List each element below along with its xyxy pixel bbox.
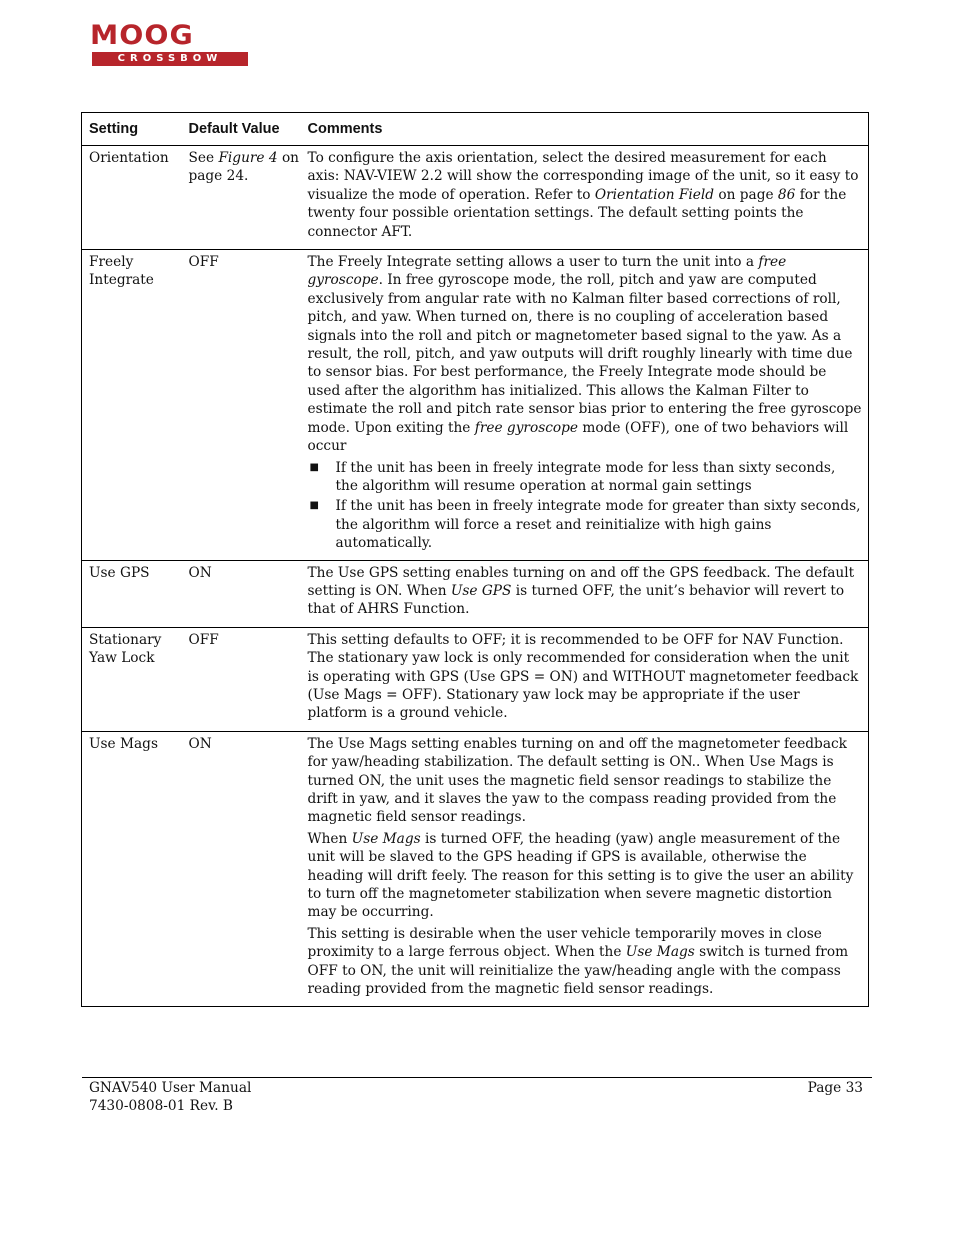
footer-left: [89, 1079, 251, 1116]
header-default-value: Default Value: [189, 113, 308, 146]
comment-paragraph: When Use Mags is turned OFF, the heading (yaw) angle measurement of the unit will be slaved to the GPS heading if GPS is available, otherwise the heading will drift feely. The reason for this setting is to give the user an ability to turn off the magnetometer stabilization when severe magnetic distortion may be occurring.: [307, 830, 854, 921]
logo-brand: MOOG: [90, 20, 194, 51]
comments-cell: [308, 627, 869, 731]
table-row: [82, 146, 869, 250]
comment-emphasis: Use GPS: [450, 582, 512, 599]
setting-cell: Use GPS: [82, 560, 189, 627]
list-item: ■ If the unit has been in freely integrate mode for greater than sixty seconds, the algorithm will force a reset and reinitialize with high gains automatically.: [309, 498, 861, 552]
default-value-cell: ON: [189, 731, 308, 1007]
square-bullet-icon: ■: [309, 461, 319, 473]
footer-manual-title: GNAV540 User Manual: [89, 1080, 252, 1096]
moog-crossbow-logo: [90, 22, 250, 68]
default-value-cell: See Figure 4 on page 24.: [189, 146, 308, 250]
settings-table: [81, 112, 869, 1007]
comment-paragraph: This setting defaults to OFF; it is recommended to be OFF for NAV Function. The stationary yaw lock is only recommended for consideration when the unit is operating with GPS (Use GPS = ON) and WITHOUT magnetometer feedback (Use Mags = OFF). Stationary yaw lock may be appropriate if the user platform is a ground vehicle.: [307, 631, 859, 722]
table-row: [82, 627, 869, 731]
header-setting: Setting: [82, 113, 189, 146]
table-row: [82, 731, 869, 1007]
comment-paragraph: The Use GPS setting enables turning on and off the GPS feedback. The default setting is ON. When Use GPS is turned OFF, the unit’s behavior will revert to that of AHRS Function.: [307, 564, 855, 618]
table-row: [82, 250, 869, 561]
comment-bullet-list: [308, 459, 863, 553]
setting-cell: Freely Integrate: [82, 250, 189, 561]
footer-doc-number: 7430-0808-01 Rev. B: [89, 1098, 233, 1115]
footer-page-number: Page 33: [807, 1080, 863, 1096]
table-header-row: [82, 113, 869, 146]
table-row: [82, 560, 869, 627]
comment-emphasis: Use Mags: [351, 830, 421, 847]
header-comments: Comments: [308, 113, 869, 146]
comments-cell: [308, 731, 869, 1007]
square-bullet-icon: ■: [309, 500, 319, 512]
default-value-emphasis: Figure 4: [218, 150, 278, 166]
logo-sub: CROSSBOW: [92, 52, 248, 66]
comment-paragraph: To configure the axis orientation, select the desired measurement for each axis: NAV-VIEW 2.2 will show the corresponding image of the unit, so it easy to visualize the mode of operation. Refer to Orientation Field on page 86 for the twenty four possible orientation settings. The default setting points the connector AFT.: [307, 150, 859, 240]
default-value-cell: ON: [189, 560, 308, 627]
comment-paragraph: This setting is desirable when the user vehicle temporarily moves in close proximity to a large ferrous object. When the Use Mags switch is turned from OFF to ON, the unit will reinitialize the yaw/heading angle with the compass reading provided from the magnetic field sensor readings.: [307, 925, 849, 998]
comments-cell: [308, 250, 869, 561]
default-value-cell: OFF: [189, 627, 308, 731]
footer-rule: [82, 1077, 872, 1078]
setting-cell: Orientation: [82, 146, 189, 250]
comment-emphasis: Orientation Field: [594, 186, 715, 203]
comment-emphasis: Use Mags: [625, 944, 695, 961]
setting-cell: Stationary Yaw Lock: [82, 627, 189, 731]
setting-cell: Use Mags: [82, 731, 189, 1007]
comment-paragraph: The Use Mags setting enables turning on and off the magnetometer feedback for yaw/heading stabilization. The default setting is ON.. When Use Mags is turned ON, the unit uses the magnetic field sensor readings to stabilize the drift in yaw, and it slaves the yaw to the compass reading provided from the magnetic field sensor readings.: [307, 735, 847, 826]
comments-cell: [308, 146, 869, 250]
comments-cell: [308, 560, 869, 627]
comment-paragraph: The Freely Integrate setting allows a user to turn the unit into a free gyroscope. In free gyroscope mode, the roll, pitch and yaw are computed exclusively from angular rate with no Kalman filter based corrections of roll, pitch, and yaw. When turned on, there is no coupling of acceleration based signals into the roll and pitch or magnetometer based signal to the yaw. As a result, the roll, pitch, and yaw outputs will drift roughly linearly with time due to sensor bias. For best performance, the Freely Integrate mode should be used after the algorithm has initialized. This allows the Kalman Filter to estimate the roll and pitch rate sensor bias prior to entering the free gyroscope mode. Upon exiting the free gyroscope mode (OFF), one of two behaviors will occur: [307, 254, 862, 455]
comment-emphasis: free gyroscope: [474, 419, 578, 436]
default-value-cell: OFF: [189, 250, 308, 561]
list-item: ■ If the unit has been in freely integrate mode for less than sixty seconds, the algorithm will resume operation at normal gain settings: [309, 459, 836, 494]
comment-emphasis: 86: [777, 186, 796, 203]
comment-emphasis: free gyroscope: [307, 254, 787, 289]
